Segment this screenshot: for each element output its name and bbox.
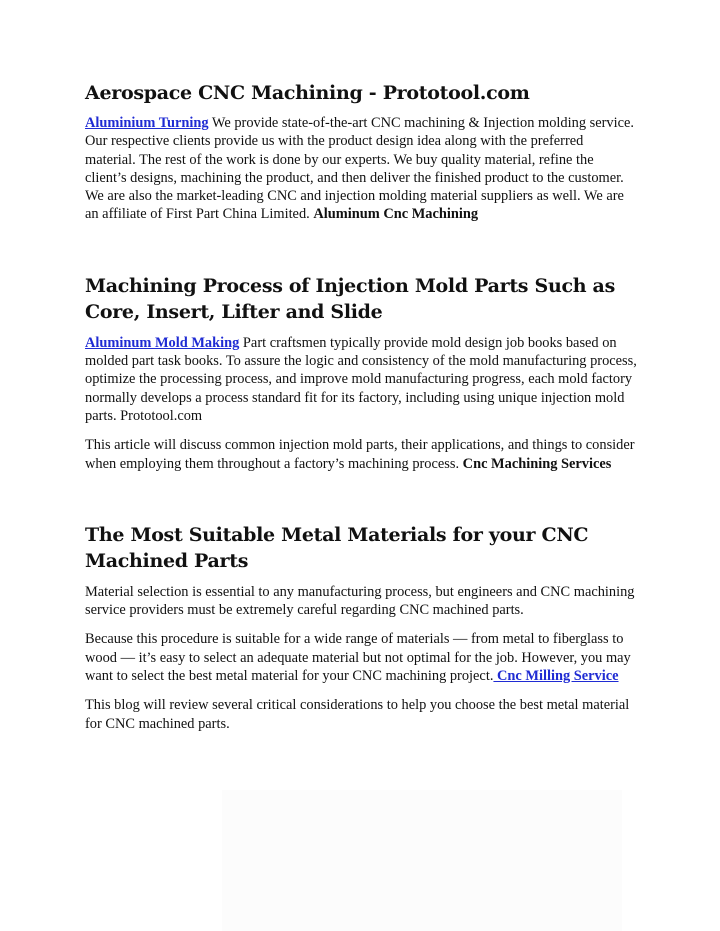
material-selection-paragraph: Material selection is essential to any manufacturing process, but engineers and CNC machining service providers must be extremely careful regarding CNC machined parts. xyxy=(85,583,635,619)
mold-making-paragraph xyxy=(85,334,637,425)
section-heading-metal-materials: The Most Suitable Metal Materials for your CNC Machined Parts xyxy=(85,523,589,572)
procedure-text: Because this procedure is suitable for a wide range of materials — from metal to fiberglass to wood — it’s easy to select an adequate material but not optimal for the job. However, you may want to select the best metal material for your CNC machining project. xyxy=(85,631,631,685)
section-heading-injection-mold: Machining Process of Injection Mold Parts Such as Core, Insert, Lifter and Slide xyxy=(85,274,615,323)
intro-paragraph xyxy=(85,114,637,224)
section-spacer xyxy=(85,484,637,522)
aluminum-mold-making-link[interactable]: Aluminum Mold Making xyxy=(85,334,240,351)
cnc-milling-service-link[interactable]: Cnc Milling Service xyxy=(493,668,619,685)
blog-review-paragraph: This blog will review several critical considerations to help you choose the best metal material for CNC machined parts. xyxy=(85,697,630,732)
background-panel xyxy=(222,790,622,931)
article-bold-keyword: Cnc Machining Services xyxy=(462,455,612,472)
procedure-paragraph xyxy=(85,630,637,685)
section-spacer xyxy=(85,235,637,273)
document-body xyxy=(85,80,637,744)
aluminium-turning-link[interactable]: Aluminium Turning xyxy=(85,115,209,131)
intro-bold-keyword: Aluminum Cnc Machining xyxy=(313,206,479,223)
article-intro-text: This article will discuss common injection mold parts, their applications, and things to consider when employing them throughout a factory’s machining process. xyxy=(85,437,635,472)
page-title: Aerospace CNC Machining - Prototool.com xyxy=(85,82,530,104)
mold-making-text: Part craftsmen typically provide mold design job books based on molded part task books. To assure the logic and consistency of the mold manufacturing process, optimize the processing process, and improve mold manufacturing progress, each mold factory normally develops a process standard fit for its factory, including using unique injection mold parts. Prototool.com xyxy=(85,334,637,424)
article-intro-paragraph xyxy=(85,436,637,473)
intro-text: We provide state-of-the-art CNC machining & Injection molding service. Our respective clients provide us with the product design idea along with the preferred material. The rest of the work is done by our experts. We buy quality material, refine the client’s designs, machining the product, and then deliver the finished product to the customer. We are also the market-leading CNC and injection molding material suppliers as well. We are an affiliate of First Part China Limited. xyxy=(85,115,634,223)
